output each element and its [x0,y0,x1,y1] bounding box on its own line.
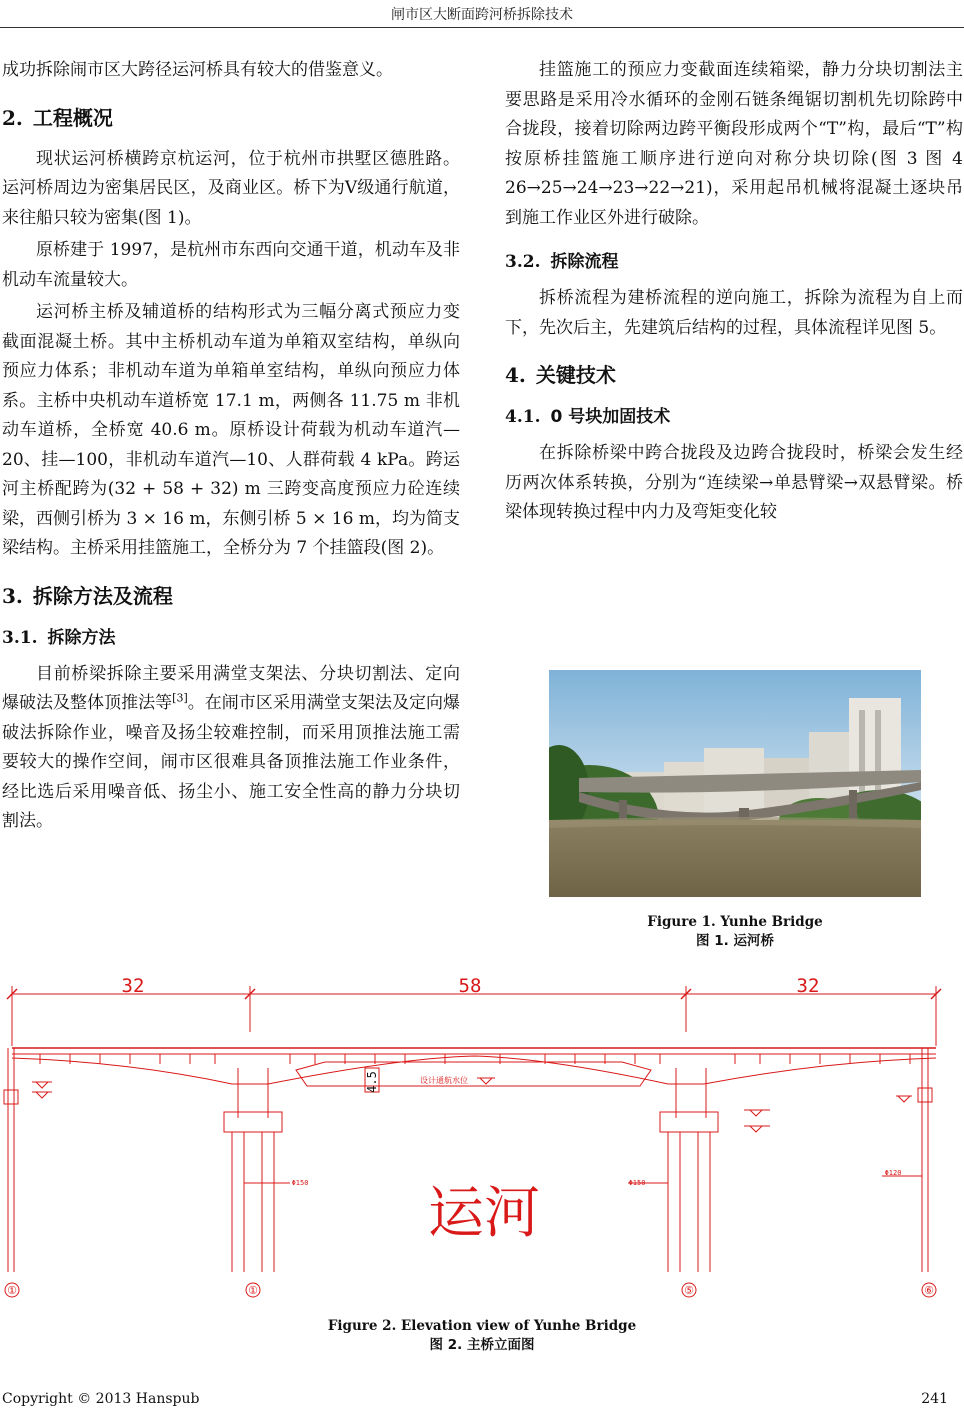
subsection-number: 3.2. [505,252,541,272]
page-number: 241 [921,1391,948,1407]
paragraph: 运河桥主桥及辅道桥的结构形式为三幅分离式预应力变截面混凝土桥。其中主桥机动车道为单箱双室结构，单纵向预应力体系；非机动车道为单箱单室结构，单纵向预应力体系。主桥中央机动车道桥宽 17.1 m，两侧各 11.75 m 非机动车道桥，全桥宽 40.6 m。原桥设计荷载为机动车道汽—20、挂—100，非机动车道汽—10、人群荷载 4 kPa。跨运河主桥配跨为(32 + 58 + 32) m 三跨变高度预应力砼连续梁，西侧引桥为 3 × 16 m，东侧引桥 5 × 16 m，均为简支梁结构。主桥采用挂篮施工，全桥分为 7 个挂篮段(图 2)。 [2,302,460,558]
subsection-title: 拆除方法 [47,627,116,648]
section-title: 工程概况 [32,105,113,130]
subsection-number: 3.1. [2,627,38,648]
section-number: 2. [2,105,23,130]
section-number: 4. [505,363,526,387]
running-title: 闸市区大断面跨河桥拆除技术 [391,7,573,23]
paragraph: 挂篮施工的预应力变截面连续箱梁，静力分块切割法主要思路是采用冷水循环的金刚石链条绳锯切割机先切除跨中合拢段，接着切除两边跨平衡段形成两个“T”构，最后“T”构按原桥挂篮施工顺序进行逆向对称分块切除(图 3 图 4 26→25→24→23→22→21)，采用起吊机械将混凝土逐块吊到施工作业区外进行破除。 [505,60,963,228]
pier-label: ⑥ [924,1284,934,1297]
copyright-notice: Copyright © 2013 Hanspub [2,1391,200,1407]
subsection-4-1-heading [505,402,963,427]
pier-label: ① [7,1284,17,1297]
caption-english: Figure 1. Yunhe Bridge [647,914,823,930]
citation-ref[interactable]: [3] [172,691,188,705]
section-2-heading [2,102,460,131]
subsection-3-1-heading [2,623,460,648]
elevation-drawing [0,972,964,1302]
section-title: 关键技术 [535,363,616,387]
pile-diameter-label: Φ120 [884,1169,902,1177]
paragraph: 现状运河桥横跨京杭运河，位于杭州市拱墅区德胜路。运河桥周边为密集居民区，及商业区。桥下为Ⅴ级通行航道，来往船只较为密集(图 1)。 [2,148,460,228]
section-4-heading [505,359,963,388]
right-column [505,56,963,531]
paragraph: 在拆除桥梁中跨合拢段及边跨合拢段时，桥梁会发生经历两次体系转换，分别为“连续梁→单悬臂梁→双悬臂梁。桥梁体现转换过程中内力及弯矩变化较 [505,443,963,522]
section-number: 3. [2,583,23,608]
paragraph: 拆桥流程为建桥流程的逆向施工，拆除为流程为自上而下，先次后主，先建筑后结构的过程，具体流程详见图 5。 [505,288,963,338]
figure-1-caption [549,913,921,951]
span-length-middle: 58 [458,975,482,997]
span-length-left: 32 [121,975,145,997]
river-label: 运河 [428,1181,540,1246]
caption-chinese: 图 2. 主桥立面图 [429,1337,535,1353]
paragraph-text: 目前桥梁拆除主要采用满堂支架法、分块切割法、定向爆破法及整体顶推法等 [2,663,460,713]
figure-2-caption [282,1317,682,1355]
paragraph-text: 。在闹市区采用满堂支架法及定向爆破法拆除作业，噪音及扬尘较难控制，而采用顶推法施工需要较大的操作空间，闹市区很难具备顶推法施工作业条件，经比选后采用噪音低、扬尘小、施工安全性高的静力分块切割法。 [2,693,460,831]
span-length-right: 32 [796,975,820,997]
caption-chinese: 图 1. 运河桥 [696,933,774,949]
bridge-photo-illustration [549,670,921,897]
girder-height-label: 4.5 [365,1071,379,1093]
section-3-heading [2,580,460,609]
subsection-title: 拆除流程 [550,252,619,272]
elevation-drawing-svg [0,972,964,1302]
caption-english: Figure 2. Elevation view of Yunhe Bridge [327,1318,637,1334]
bridge-photo [549,670,921,897]
paragraph [2,660,460,837]
subsection-title: 0 号块加固技术 [550,407,671,427]
water-level-label: 设计通航水位 [420,1076,468,1085]
subsection-number: 4.1. [505,407,541,427]
section-title: 拆除方法及流程 [32,583,173,608]
pile-diameter-label: Φ150 [291,1179,309,1187]
pier-label: ① [248,1284,258,1297]
pile-diameter-label: Φ150 [628,1179,646,1187]
subsection-3-2-heading [505,247,963,272]
header-rule [0,27,964,28]
left-column [2,56,460,840]
paragraph-continued: 成功拆除闹市区大跨径运河桥具有较大的借鉴意义。 [2,60,393,80]
pier-label: ⑤ [684,1284,694,1297]
paragraph: 原桥建于 1997，是杭州市东西向交通干道，机动车及非机动车流量较大。 [2,240,460,290]
